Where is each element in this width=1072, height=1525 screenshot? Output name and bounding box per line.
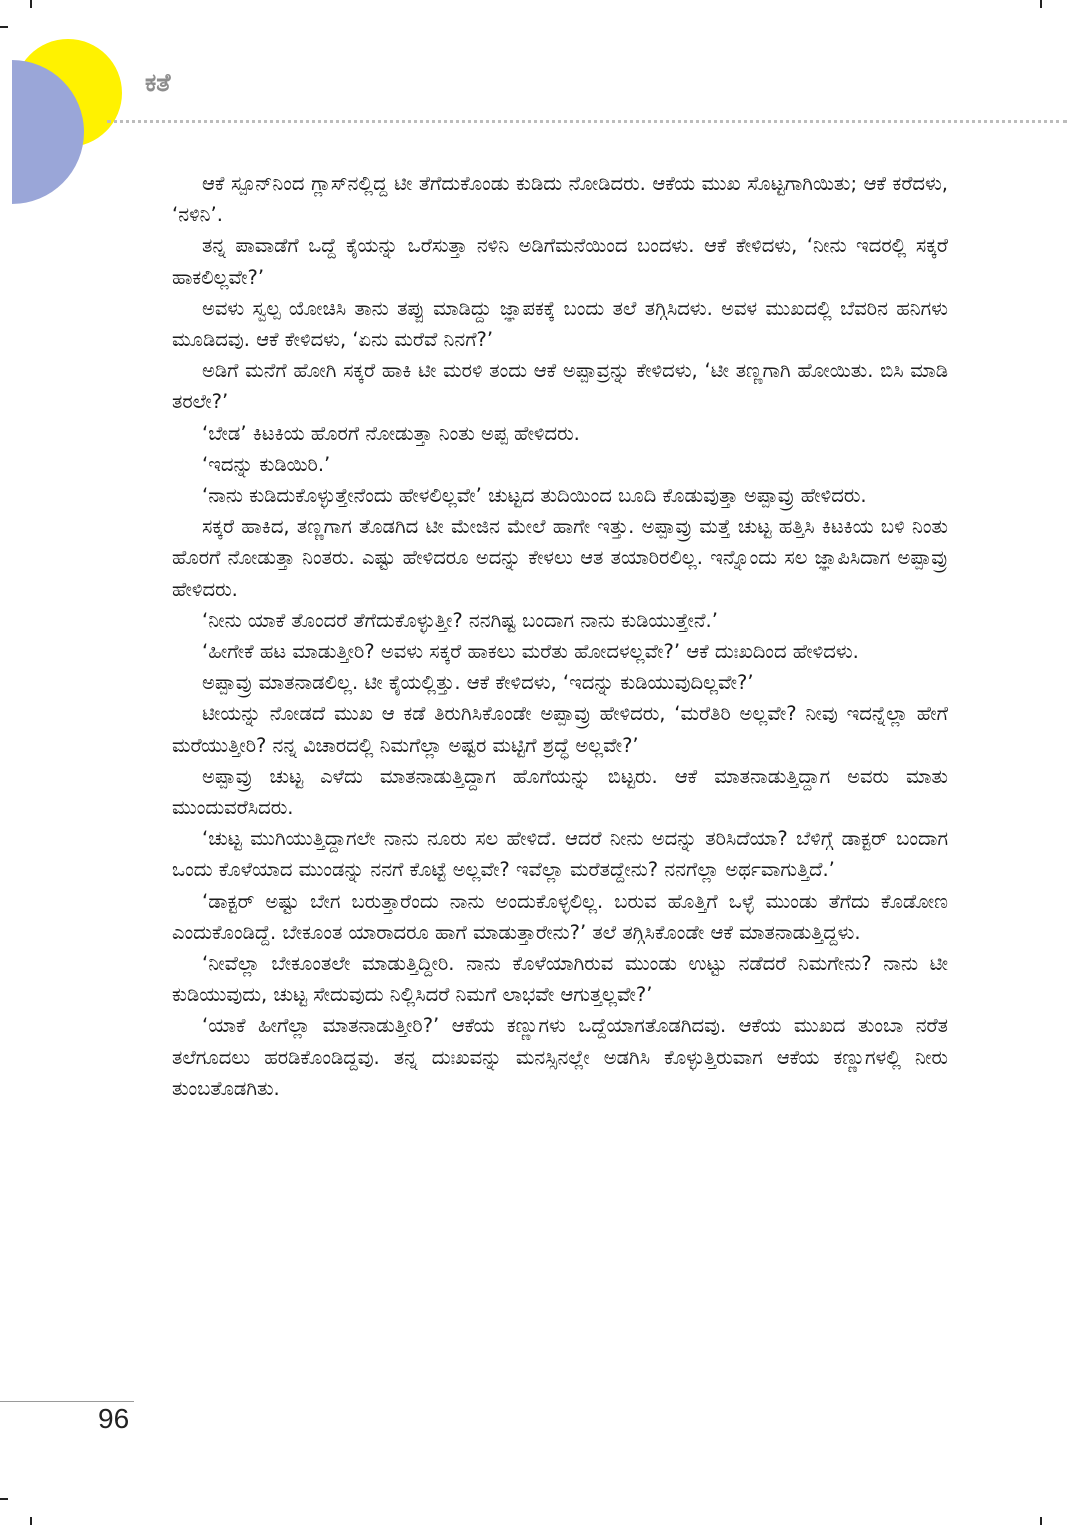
paragraph: ‘ನಾನು ಕುಡಿದುಕೊಳ್ಳುತ್ತೇನೆಂದು ಹೇಳಲಿಲ್ಲವೇ’ ಚುಟ್ಟದ ತುದಿಯಿಂದ ಬೂದಿ ಕೊಡುವುತ್ತಾ ಅಪ್ಪಾವ್ರು ಹೇಳಿದರು. [202,484,867,508]
crop-mark-left-lower [0,1498,8,1500]
footer-rule [0,1401,134,1402]
paragraph: ‘ಇದನ್ನು ಕುಡಿಯಿರಿ.’ [202,452,331,476]
paragraph: ‘ಬೇಡ’ ಕಿಟಕಿಯ ಹೊರಗೆ ನೋಡುತ್ತಾ ನಿಂತು ಅಪ್ಪ ಹೇಳಿದರು. [202,421,580,445]
paragraph: ‘ಚುಟ್ಟ ಮುಗಿಯುತ್ತಿದ್ದಾಗಲೇ ನಾನು ನೂರು ಸಲ ಹೇಳಿದೆ. ಆದರೆ ನೀನು ಅದನ್ನು ತರಿಸಿದೆಯಾ? ಬೆಳಿಗ್ಗೆ ಡಾಕ್ಟರ್ ಬಂದಾಗ ಒಂದು ಕೊಳೆಯಾದ ಮುಂಡನ್ನು ನನಗೆ ಕೊಟ್ಟೆ ಅಲ್ಲವೇ? ಇವೆಲ್ಲಾ ಮರೆತದ್ದೇನು? ನನಗೆಲ್ಲಾ ಅರ್ಥವಾಗುತ್ತಿದೆ.’ [172,827,948,882]
section-title: ಕತೆ [145,68,171,97]
paragraph: ಟೀಯನ್ನು ನೋಡದೆ ಮುಖ ಆ ಕಡೆ ತಿರುಗಿಸಿಕೊಂಡೇ ಅಪ್ಪಾವ್ರು ಹೇಳಿದರು, ‘ಮರೆತಿರಿ ಅಲ್ಲವೇ? ನೀವು ಇದನ್ನೆಲ್ಲಾ ಹೇಗೆ ಮರೆಯುತ್ತೀರಿ? ನನ್ನ ವಿಚಾರದಲ್ಲಿ ನಿಮಗೆಲ್ಲಾ ಅಷ್ಟರ ಮಟ್ಟಿಗೆ ಶ್ರದ್ಧೆ ಅಲ್ಲವೇ?’ [172,702,948,757]
paragraph: ಅವಳು ಸ್ವಲ್ಪ ಯೋಚಿಸಿ ತಾನು ತಪ್ಪು ಮಾಡಿದ್ದು ಜ್ಞಾಪಕಕ್ಕೆ ಬಂದು ತಲೆ ತಗ್ಗಿಸಿದಳು. ಅವಳ ಮುಖದಲ್ಲಿ ಬೆವರಿನ ಹನಿಗಳು ಮೂಡಿದವು. ಆಕೆ ಕೇಳಿದಳು, ‘ಏನು ಮರೆವೆ ನಿನಗೆ?’ [172,296,948,352]
paragraph: ಅಪ್ಪಾವ್ರು ಚುಟ್ಟ ಎಳೆದು ಮಾತನಾಡುತ್ತಿದ್ದಾಗ ಹೊಗೆಯನ್ನು ಬಿಟ್ಟರು. ಆಕೆ ಮಾತನಾಡುತ್ತಿದ್ದಾಗ ಅವರು ಮಾತು ಮುಂದುವರೆಸಿದರು. [172,764,948,820]
crop-mark-top-right [1040,0,1042,8]
paragraph: ‘ನೀವೆಲ್ಲಾ ಬೇಕೂಂತಲೇ ಮಾಡುತ್ತಿದ್ದೀರಿ. ನಾನು ಕೊಳೆಯಾಗಿರುವ ಮುಂಡು ಉಟ್ಟು ನಡೆದರೆ ನಿಮಗೇನು? ನಾನು ಟೀ ಕುಡಿಯುವುದು, ಚುಟ್ಟ ಸೇದುವುದು ನಿಲ್ಲಿಸಿದರೆ ನಿಮಗೆ ಲಾಭವೇ ಆಗುತ್ತಲ್ಲವೇ?’ [172,952,948,1007]
paragraph: ಆಕೆ ಸ್ಪೂನ್‌ನಿಂದ ಗ್ಲಾಸ್‌ನಲ್ಲಿದ್ದ ಟೀ ತೆಗೆದುಕೊಂಡು ಕುಡಿದು ನೋಡಿದರು. ಆಕೆಯ ಮುಖ ಸೊಟ್ಟಗಾಗಿಯಿತು; ಆಕೆ ಕರೆದಳು, ‘ನಳಿನಿ’. [172,172,948,227]
paragraph: ‘ಯಾಕೆ ಹೀಗೆಲ್ಲಾ ಮಾತನಾಡುತ್ತೀರಿ?’ ಆಕೆಯ ಕಣ್ಣುಗಳು ಒದ್ದೆಯಾಗತೊಡಗಿದವು. ಆಕೆಯ ಮುಖದ ತುಂಬಾ ನರೆತ ತಲೆಗೂದಲು ಹರಡಿಕೊಂಡಿದ್ದವು. ತನ್ನ ದುಃಖವನ್ನು ಮನಸ್ಸಿನಲ್ಲೇ ಅಡಗಿಸಿ ಕೊಳ್ಳುತ್ತಿರುವಾಗ ಆಕೆಯ ಕಣ್ಣುಗಳಲ್ಲಿ ನೀರು ತುಂಬತೊಡಗಿತು. [172,1014,948,1100]
paragraph: ‘ಹೀಗೇಕೆ ಹಟ ಮಾಡುತ್ತೀರಿ? ಅವಳು ಸಕ್ಕರೆ ಹಾಕಲು ಮರೆತು ಹೋದಳಲ್ಲವೇ?’ ಆಕೆ ದುಃಖದಿಂದ ಹೇಳಿದಳು. [202,640,859,664]
paragraph: ಅಪ್ಪಾವ್ರು ಮಾತನಾಡಲಿಲ್ಲ. ಟೀ ಕೈಯಲ್ಲಿತ್ತು. ಆಕೆ ಕೇಳಿದಳು, ‘ಇದನ್ನು ಕುಡಿಯುವುದಿಲ್ಲವೇ?’ [202,671,754,695]
paragraph: ‘ನೀನು ಯಾಕೆ ತೊಂದರೆ ತೆಗೆದುಕೊಳ್ಳುತ್ತೀ? ನನಗಿಷ್ಟ ಬಂದಾಗ ನಾನು ಕುಡಿಯುತ್ತೇನೆ.’ [202,608,718,632]
paragraph: ತನ್ನ ಪಾವಾಡೆಗೆ ಒದ್ದೆ ಕೈಯನ್ನು ಒರೆಸುತ್ತಾ ನಳಿನಿ ಅಡಿಗೆಮನೆಯಿಂದ ಬಂದಳು. ಆಕೆ ಕೇಳಿದಳು, ‘ನೀನು ಇದರಲ್ಲಿ ಸಕ್ಕರೆ ಹಾಕಲಿಲ್ಲವೇ?’ [172,234,948,289]
paragraph: ಸಕ್ಕರೆ ಹಾಕಿದ, ತಣ್ಣಗಾಗ ತೊಡಗಿದ ಟೀ ಮೇಜಿನ ಮೇಲೆ ಹಾಗೇ ಇತ್ತು. ಅಪ್ಪಾವ್ರು ಮತ್ತೆ ಚುಟ್ಟ ಹತ್ತಿಸಿ ಕಿಟಕಿಯ ಬಳಿ ನಿಂತು ಹೊರಗೆ ನೋಡುತ್ತಾ ನಿಂತರು. ಎಷ್ಟು ಹೇಳಿದರೂ ಅದನ್ನು ಕೇಳಲು ಆತ ತಯಾರಿರಲಿಲ್ಲ. ಇನ್ನೊಂದು ಸಲ ಜ್ಞಾಪಿಸಿದಾಗ ಅಪ್ಪಾವ್ರು ಹೇಳಿದರು. [172,515,948,601]
paragraph: ‘ಡಾಕ್ಟರ್ ಅಷ್ಟು ಬೇಗ ಬರುತ್ತಾರೆಂದು ನಾನು ಅಂದುಕೊಳ್ಳಲಿಲ್ಲ. ಬರುವ ಹೊತ್ತಿಗೆ ಒಳ್ಳೆ ಮುಂಡು ತೆಗೆದು ಕೊಡೋಣ ಎಂದುಕೊಂಡಿದ್ದೆ. ಬೇಕೂಂತ ಯಾರಾದರೂ ಹಾಗೆ ಮಾಡುತ್ತಾರೇನು?’ ತಲೆ ತಗ್ಗಿಸಿಕೊಂಡೇ ಆಕೆ ಮಾತನಾಡುತ್ತಿದ್ದಳು. [172,889,948,944]
story-text [172,168,948,1104]
dotted-divider [107,120,1067,123]
decorative-circles [0,0,140,215]
page-number: 96 [98,1403,130,1434]
crop-mark-bottom-left [30,1517,32,1525]
crop-mark-bottom-right [1040,1517,1042,1525]
paragraph: ಅಡಿಗೆ ಮನೆಗೆ ಹೋಗಿ ಸಕ್ಕರೆ ಹಾಕಿ ಟೀ ಮರಳಿ ತಂದು ಆಕೆ ಅಪ್ಪಾವ್ರನ್ನು ಕೇಳಿದಳು, ‘ಟೀ ತಣ್ಣಗಾಗಿ ಹೋಯಿತು. ಬಿಸಿ ಮಾಡಿ ತರಲೇ?’ [172,359,948,414]
